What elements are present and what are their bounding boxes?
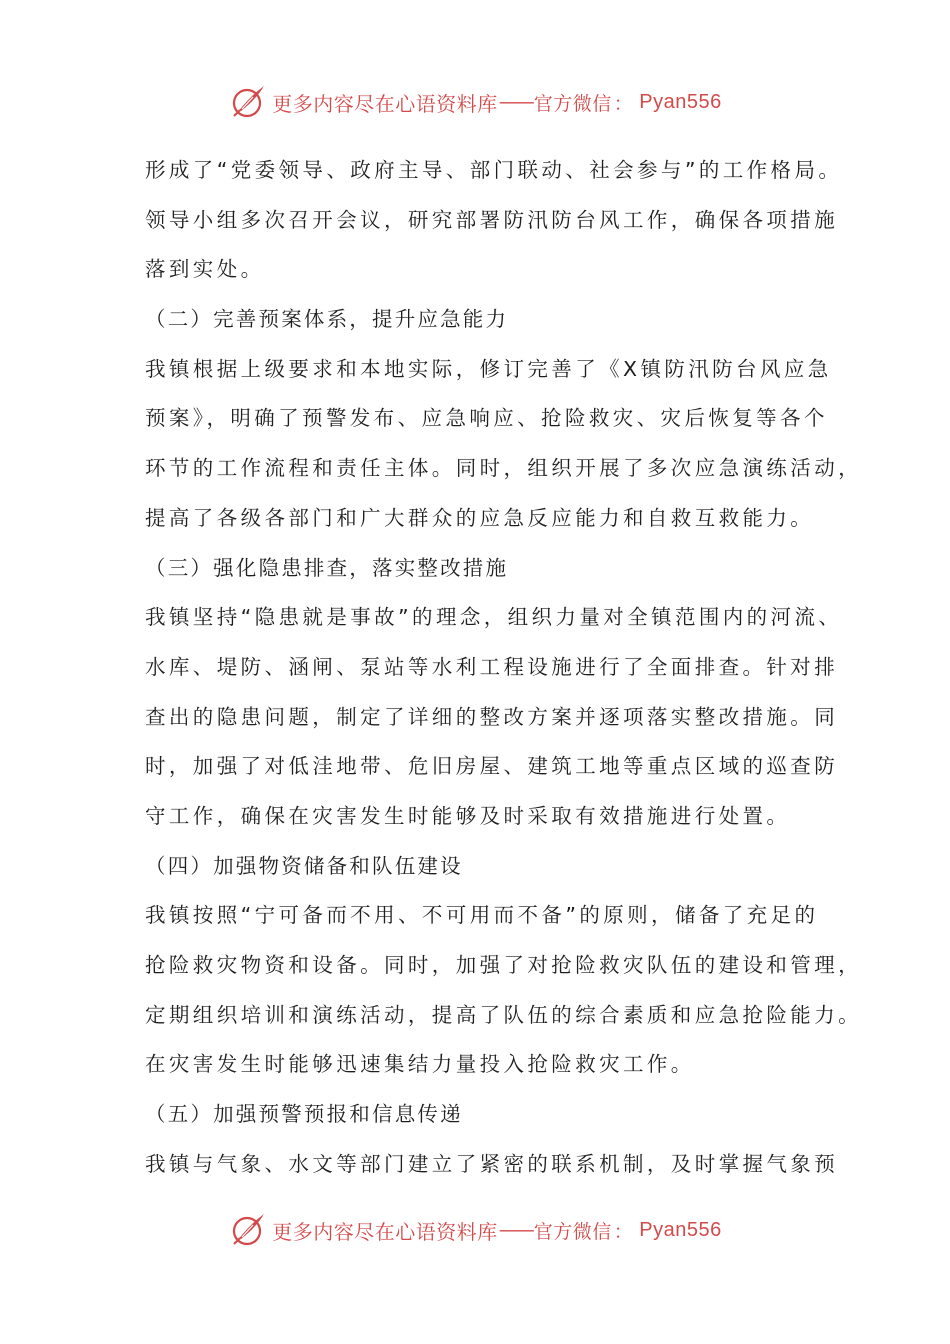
watermark-separator: ： [613, 92, 634, 115]
section-heading: （五）加强预警预报和信息传递 [145, 1102, 463, 1127]
watermark-site-name: 更多内容尽在心语资料库 [272, 1219, 498, 1244]
text-line: 环节的工作流程和责任主体。同时，组织开展了多次应急演练活动， [145, 456, 862, 481]
section-heading: （四）加强物资储备和队伍建设 [145, 853, 463, 878]
text-line: 我镇按照“宁可备而不用、不可用而不备”的原则，储备了充足的 [145, 903, 819, 928]
text-line: 提高了各级各部门和广大群众的应急反应能力和自救互救能力。 [145, 505, 815, 530]
text-line: 落到实处。 [145, 257, 265, 282]
watermark-wechat-label: 官方微信 [533, 1220, 612, 1243]
watermark-banner-bottom [0, 1208, 950, 1252]
text-line: 守工作，确保在灾害发生时能够及时采取有效措施进行处置。 [145, 803, 791, 828]
document-body [145, 146, 862, 1189]
watermark-separator: ： [613, 1220, 634, 1243]
watermark-dash: —— [498, 91, 533, 113]
text-line: 时，加强了对低洼地带、危旧房屋、建筑工地等重点区域的巡查防 [145, 754, 839, 779]
text-line: 定期组织培训和演练活动，提高了队伍的综合素质和应急抢险能力。 [145, 1002, 862, 1027]
watermark-wechat-id: Pyan556 [639, 1218, 722, 1241]
watermark-site-name: 更多内容尽在心语资料库 [272, 91, 498, 116]
section-heading: （二）完善预案体系，提升应急能力 [145, 307, 509, 332]
text-line: 我镇与气象、水文等部门建立了紧密的联系机制，及时掌握气象预 [145, 1151, 839, 1176]
text-line: 我镇根据上级要求和本地实际，修订完善了《X镇防汛防台风应急 [145, 356, 832, 381]
text-line: 抢险救灾物资和设备。同时，加强了对抢险救灾队伍的建设和管理， [145, 953, 862, 977]
quill-seal-logo-icon [228, 1210, 268, 1250]
section-heading: （三）强化隐患排查，落实整改措施 [145, 555, 509, 580]
text-line: 预案》，明确了预警发布、应急响应、抢险救灾、灾后恢复等各个 [145, 406, 828, 431]
text-line: 领导小组多次召开会议，研究部署防汛防台风工作，确保各项措施 [145, 207, 839, 232]
watermark-dash: —— [498, 1219, 533, 1241]
text-line: 我镇坚持“隐患就是事故”的理念，组织力量对全镇范围内的河流、 [145, 605, 843, 630]
watermark-wechat-id: Pyan556 [639, 90, 722, 113]
text-line: 在灾害发生时能够迅速集结力量投入抢险救灾工作。 [145, 1052, 695, 1077]
text-line: 形成了“党委领导、政府主导、部门联动、社会参与”的工作格局。 [145, 158, 843, 182]
quill-seal-logo-icon [228, 82, 268, 122]
watermark-banner-top [0, 80, 950, 124]
text-line: 查出的隐患问题，制定了详细的整改方案并逐项落实整改措施。同 [145, 704, 839, 729]
text-line: 水库、堤防、涵闸、泵站等水利工程设施进行了全面排查。针对排 [145, 654, 839, 679]
watermark-wechat-label: 官方微信 [533, 92, 612, 115]
